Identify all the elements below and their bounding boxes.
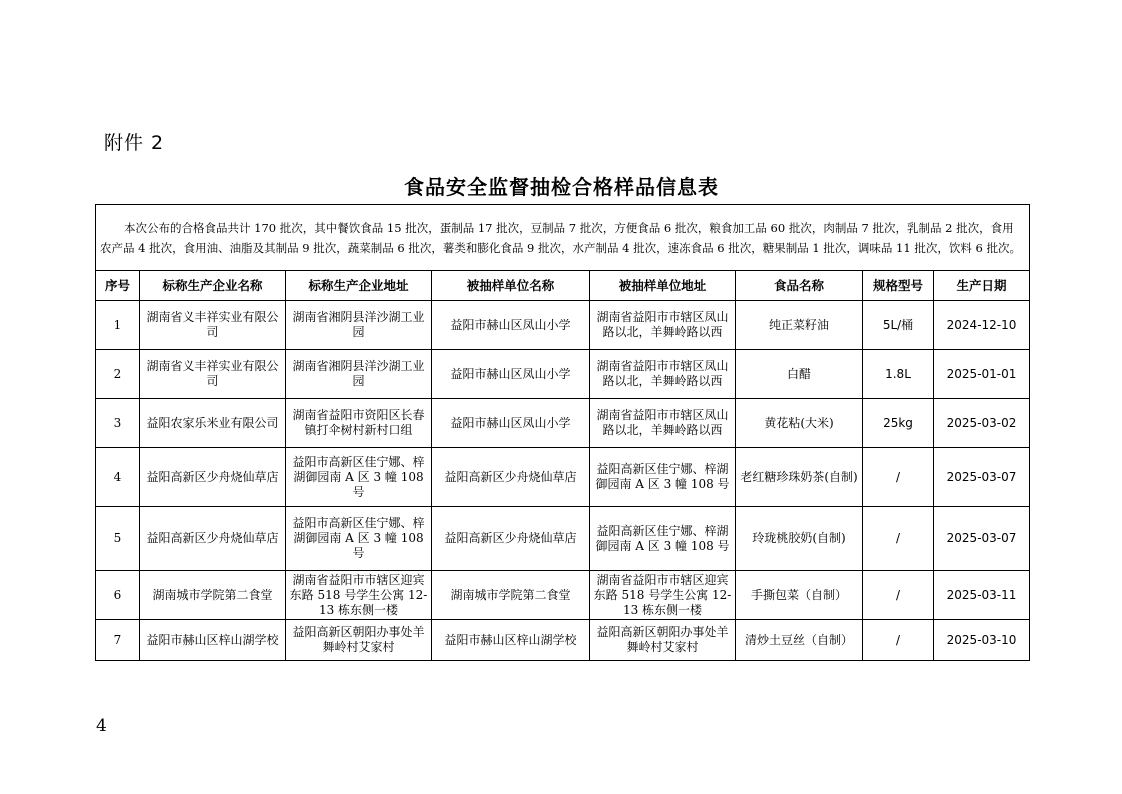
cell-no: 2: [96, 350, 140, 399]
table-row: [96, 301, 1030, 350]
header-cell-no: 序号: [96, 271, 140, 301]
cell-food-name: 手撕包菜（自制）: [736, 571, 863, 620]
header-cell-food-name: 食品名称: [736, 271, 863, 301]
cell-producer-address: 湖南省湘阴县洋沙湖工业园: [286, 301, 432, 350]
cell-sampled-unit: 湖南城市学院第二食堂: [432, 571, 590, 620]
cell-producer-address: 湖南省益阳市市辖区迎宾东路 518 号学生公寓 12-13 栋东侧一楼: [286, 571, 432, 620]
cell-food-name: 清炒土豆丝（自制）: [736, 620, 863, 661]
header-cell-sampled-address: 被抽样单位地址: [590, 271, 736, 301]
cell-sampled-unit: 益阳市赫山区凤山小学: [432, 301, 590, 350]
cell-spec: 5L/桶: [863, 301, 934, 350]
cell-producer: 湖南省义丰祥实业有限公司: [140, 301, 286, 350]
cell-sampled-address: 益阳高新区朝阳办事处羊舞岭村艾家村: [590, 620, 736, 661]
summary-row: [96, 205, 1030, 271]
cell-producer: 益阳农家乐米业有限公司: [140, 399, 286, 448]
cell-food-name: 黄花粘(大米): [736, 399, 863, 448]
cell-no: 7: [96, 620, 140, 661]
header-cell-producer-address: 标称生产企业地址: [286, 271, 432, 301]
cell-sampled-address: 湖南省益阳市市辖区凤山路以北，羊舞岭路以西: [590, 350, 736, 399]
cell-sampled-unit: 益阳高新区少舟烧仙草店: [432, 507, 590, 571]
cell-sampled-address: 湖南省益阳市市辖区凤山路以北，羊舞岭路以西: [590, 399, 736, 448]
cell-no: 5: [96, 507, 140, 571]
cell-sampled-address: 益阳高新区佳宁娜、梓湖御园南 A 区 3 幢 108 号: [590, 448, 736, 507]
cell-production-date: 2025-03-11: [934, 571, 1030, 620]
table-row: [96, 571, 1030, 620]
summary-text: 本次公布的合格食品共计 170 批次，其中餐饮食品 15 批次，蛋制品 17 批次，豆制品 7 批次，方便食品 6 批次，粮食加工品 60 批次，肉制品 7 批次，乳制品 2 批次，食用农产品 4 批次，食用油、油脂及其制品 9 批次，蔬菜制品 6 批次，薯类和膨化食品 9 批次，水产制品 4 批次，速冻食品 6 批次，糖果制品 1 批次，调味品 11 批次，饮料 6 批次。: [96, 205, 1030, 271]
cell-sampled-unit: 益阳市赫山区凤山小学: [432, 399, 590, 448]
document-title: 食品安全监督抽检合格样品信息表: [404, 175, 719, 199]
cell-sampled-unit: 益阳市赫山区梓山湖学校: [432, 620, 590, 661]
header-row: [96, 271, 1030, 301]
cell-spec: /: [863, 448, 934, 507]
cell-production-date: 2024-12-10: [934, 301, 1030, 350]
cell-producer: 益阳市赫山区梓山湖学校: [140, 620, 286, 661]
cell-food-name: 纯正菜籽油: [736, 301, 863, 350]
cell-no: 1: [96, 301, 140, 350]
cell-sampled-address: 益阳高新区佳宁娜、梓湖御园南 A 区 3 幢 108 号: [590, 507, 736, 571]
table-row: [96, 448, 1030, 507]
header-cell-sampled-unit: 被抽样单位名称: [432, 271, 590, 301]
cell-producer: 湖南省义丰祥实业有限公司: [140, 350, 286, 399]
table-row: [96, 507, 1030, 571]
cell-production-date: 2025-03-02: [934, 399, 1030, 448]
header-cell-production-date: 生产日期: [934, 271, 1030, 301]
cell-sampled-address: 湖南省益阳市市辖区迎宾东路 518 号学生公寓 12-13 栋东侧一楼: [590, 571, 736, 620]
cell-production-date: 2025-03-07: [934, 507, 1030, 571]
cell-production-date: 2025-03-10: [934, 620, 1030, 661]
cell-producer-address: 湖南省湘阴县洋沙湖工业园: [286, 350, 432, 399]
cell-food-name: 白醋: [736, 350, 863, 399]
cell-spec: 1.8L: [863, 350, 934, 399]
cell-sampled-address: 湖南省益阳市市辖区凤山路以北，羊舞岭路以西: [590, 301, 736, 350]
cell-spec: /: [863, 620, 934, 661]
cell-spec: 25kg: [863, 399, 934, 448]
cell-producer-address: 益阳市高新区佳宁娜、梓湖御园南 A 区 3 幢 108 号: [286, 507, 432, 571]
cell-producer: 湖南城市学院第二食堂: [140, 571, 286, 620]
header-cell-producer: 标称生产企业名称: [140, 271, 286, 301]
page-number: 4: [96, 716, 107, 736]
cell-food-name: 玲珑桃胶奶(自制): [736, 507, 863, 571]
table-row: [96, 399, 1030, 448]
cell-production-date: 2025-01-01: [934, 350, 1030, 399]
cell-sampled-unit: 益阳市赫山区凤山小学: [432, 350, 590, 399]
cell-producer-address: 益阳高新区朝阳办事处羊舞岭村艾家村: [286, 620, 432, 661]
cell-no: 6: [96, 571, 140, 620]
cell-producer-address: 益阳市高新区佳宁娜、梓湖御园南 A 区 3 幢 108 号: [286, 448, 432, 507]
cell-no: 4: [96, 448, 140, 507]
cell-sampled-unit: 益阳高新区少舟烧仙草店: [432, 448, 590, 507]
cell-producer: 益阳高新区少舟烧仙草店: [140, 448, 286, 507]
cell-spec: /: [863, 571, 934, 620]
attachment-label: 附件 2: [104, 132, 165, 154]
table-row: [96, 350, 1030, 399]
header-cell-spec: 规格型号: [863, 271, 934, 301]
cell-food-name: 老红糖珍珠奶茶(自制): [736, 448, 863, 507]
cell-production-date: 2025-03-07: [934, 448, 1030, 507]
cell-no: 3: [96, 399, 140, 448]
cell-producer: 益阳高新区少舟烧仙草店: [140, 507, 286, 571]
sample-info-table: [95, 204, 1030, 661]
table-row: [96, 620, 1030, 661]
cell-producer-address: 湖南省益阳市资阳区长春镇打伞树村新村口组: [286, 399, 432, 448]
cell-spec: /: [863, 507, 934, 571]
